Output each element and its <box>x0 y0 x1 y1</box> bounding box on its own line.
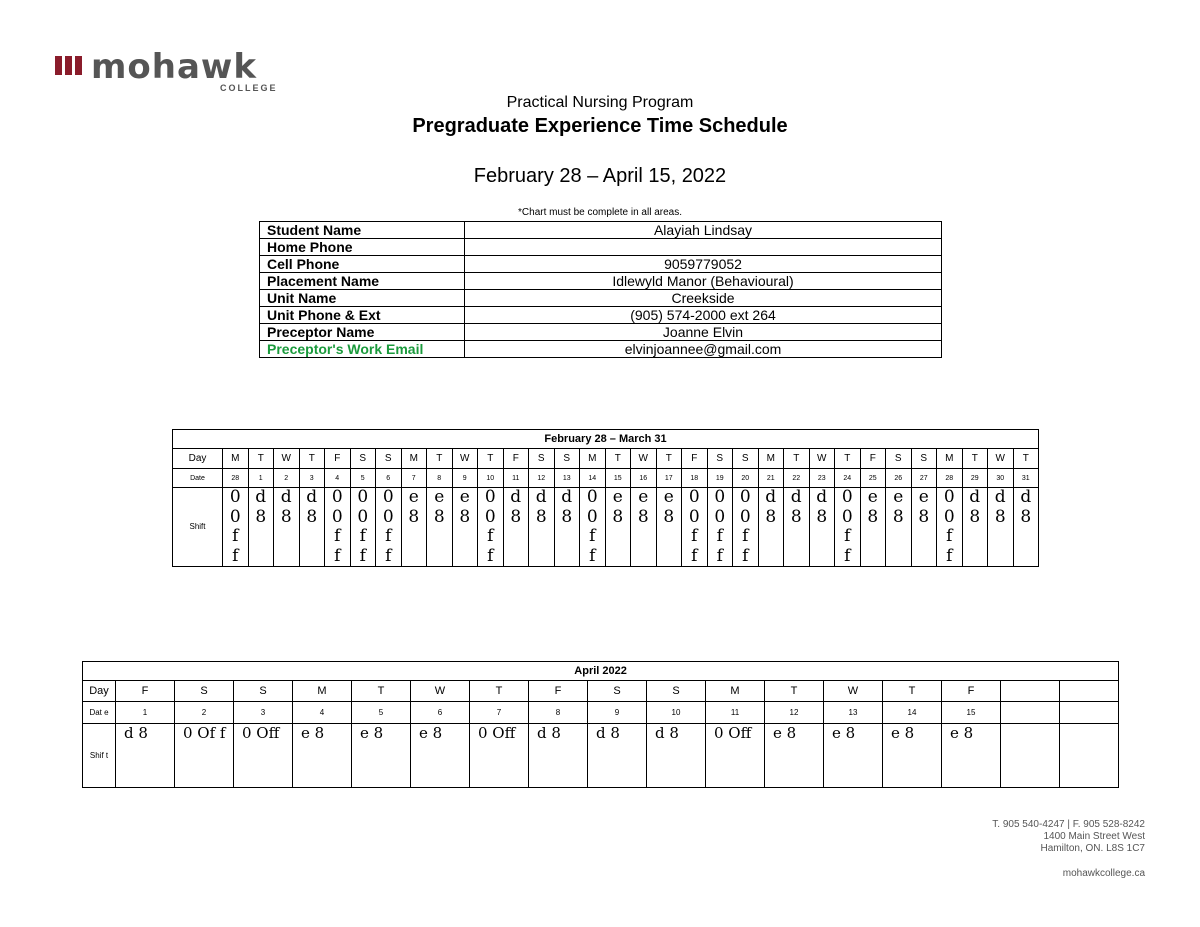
shift-cell: e 8 <box>765 724 824 788</box>
date-row-label: Dat e <box>83 702 116 724</box>
shift-cell: e 8 <box>352 724 411 788</box>
shift-cell: 0 Off <box>470 724 529 788</box>
shift-row-label: Shift <box>173 488 223 567</box>
shift-cell: e 8 <box>411 724 470 788</box>
shift-cell: d 8 <box>784 488 810 567</box>
street-address: 1400 Main Street West <box>1043 831 1145 842</box>
day-cell: F <box>682 449 708 469</box>
day-cell: T <box>605 449 631 469</box>
date-cell: 7 <box>401 469 427 488</box>
shift-cell: e 8 <box>605 488 631 567</box>
day-cell: S <box>886 449 912 469</box>
shift-cell: d 8 <box>529 488 555 567</box>
shift-cell: e 8 <box>427 488 453 567</box>
shift-cell <box>1001 724 1060 788</box>
shift-cell: 0 0 f f <box>937 488 963 567</box>
date-cell <box>1060 702 1119 724</box>
shift-cell: e 8 <box>883 724 942 788</box>
schedule-feb-mar <box>172 429 1039 567</box>
date-cell: 12 <box>529 469 555 488</box>
date-cell: 22 <box>784 469 810 488</box>
day-cell: F <box>860 449 886 469</box>
shift-cell: 0 0 f f <box>733 488 759 567</box>
date-cell: 24 <box>835 469 861 488</box>
shift-cell: 0 Off <box>706 724 765 788</box>
info-value: Alayiah Lindsay <box>465 222 942 239</box>
shift-cell: d 8 <box>299 488 325 567</box>
shift-cell: 0 0 f f <box>350 488 376 567</box>
info-value: (905) 574-2000 ext 264 <box>465 307 942 324</box>
shift-cell: e 8 <box>942 724 1001 788</box>
date-cell: 8 <box>427 469 453 488</box>
day-cell: S <box>588 681 647 702</box>
day-cell: S <box>234 681 293 702</box>
shift-cell: 0 0 f f <box>580 488 606 567</box>
day-cell: T <box>470 681 529 702</box>
shift-cell: e 8 <box>824 724 883 788</box>
shift-cell: d 8 <box>758 488 784 567</box>
day-cell: T <box>883 681 942 702</box>
date-cell: 9 <box>588 702 647 724</box>
day-cell: M <box>758 449 784 469</box>
info-row <box>260 341 942 358</box>
day-row-label: Day <box>173 449 223 469</box>
day-cell: M <box>580 449 606 469</box>
day-cell: S <box>911 449 937 469</box>
shift-cell: 0 0 f f <box>478 488 504 567</box>
date-cell: 2 <box>175 702 234 724</box>
shift-cell: e 8 <box>911 488 937 567</box>
date-cell: 13 <box>824 702 883 724</box>
date-cell: 29 <box>962 469 988 488</box>
date-cell: 5 <box>350 469 376 488</box>
info-row <box>260 307 942 324</box>
shift-cell: 0 Of f <box>175 724 234 788</box>
day-cell: W <box>631 449 657 469</box>
shift-cell: d 8 <box>503 488 529 567</box>
info-row <box>260 239 942 256</box>
day-cell: S <box>529 449 555 469</box>
info-label: Unit Phone & Ext <box>260 307 465 324</box>
phone-fax: T. 905 540-4247 | F. 905 528-8242 <box>992 819 1145 830</box>
shift-cell: d 8 <box>588 724 647 788</box>
date-cell: 3 <box>299 469 325 488</box>
shift-cell: d 8 <box>962 488 988 567</box>
day-cell: M <box>223 449 249 469</box>
date-cell: 23 <box>809 469 835 488</box>
day-cell: T <box>299 449 325 469</box>
shift-cell: d 8 <box>647 724 706 788</box>
schedule-caption: February 28 – March 31 <box>173 430 1039 449</box>
day-cell: S <box>554 449 580 469</box>
shift-cell: d 8 <box>274 488 300 567</box>
date-cell: 28 <box>223 469 249 488</box>
shift-cell: 0 0 f f <box>376 488 402 567</box>
date-cell: 14 <box>883 702 942 724</box>
date-cell: 31 <box>1013 469 1039 488</box>
shift-cell: 0 0 f f <box>835 488 861 567</box>
info-label: Placement Name <box>260 273 465 290</box>
date-cell: 1 <box>248 469 274 488</box>
mohawk-logo <box>55 47 295 98</box>
date-cell: 4 <box>293 702 352 724</box>
date-cell: 20 <box>733 469 759 488</box>
day-cell: S <box>647 681 706 702</box>
date-cell: 25 <box>860 469 886 488</box>
info-value <box>465 239 942 256</box>
info-row <box>260 324 942 341</box>
day-cell: T <box>784 449 810 469</box>
date-cell: 17 <box>656 469 682 488</box>
date-cell: 28 <box>937 469 963 488</box>
day-cell: S <box>733 449 759 469</box>
info-label: Student Name <box>260 222 465 239</box>
date-row-label: Date <box>173 469 223 488</box>
shift-cell: 0 0 f f <box>325 488 351 567</box>
date-cell <box>1001 702 1060 724</box>
college-address <box>992 819 1145 880</box>
day-cell: W <box>274 449 300 469</box>
day-cell: T <box>656 449 682 469</box>
day-cell: F <box>942 681 1001 702</box>
day-cell: T <box>427 449 453 469</box>
date-cell: 13 <box>554 469 580 488</box>
shift-cell: e 8 <box>656 488 682 567</box>
day-cell: F <box>529 681 588 702</box>
shift-cell: d 8 <box>988 488 1014 567</box>
day-cell: T <box>1013 449 1039 469</box>
day-cell: F <box>116 681 175 702</box>
date-cell: 10 <box>647 702 706 724</box>
schedule-april <box>82 661 1119 788</box>
date-cell: 16 <box>631 469 657 488</box>
info-row <box>260 290 942 307</box>
date-cell: 11 <box>503 469 529 488</box>
info-row <box>260 256 942 273</box>
date-cell: 15 <box>942 702 1001 724</box>
date-cell: 6 <box>411 702 470 724</box>
shift-cell: d 8 <box>809 488 835 567</box>
date-cell: 4 <box>325 469 351 488</box>
date-cell: 18 <box>682 469 708 488</box>
day-cell: M <box>706 681 765 702</box>
info-label: Unit Name <box>260 290 465 307</box>
date-range: February 28 – April 15, 2022 <box>473 165 727 187</box>
day-cell <box>1001 681 1060 702</box>
info-value: 9059779052 <box>465 256 942 273</box>
shift-cell: 0 Off <box>234 724 293 788</box>
day-cell: T <box>248 449 274 469</box>
info-label: Cell Phone <box>260 256 465 273</box>
day-cell: W <box>452 449 478 469</box>
shift-cell: d 8 <box>116 724 175 788</box>
shift-cell: 0 0 f f <box>707 488 733 567</box>
day-cell: T <box>962 449 988 469</box>
date-cell: 5 <box>352 702 411 724</box>
date-cell: 15 <box>605 469 631 488</box>
date-cell: 1 <box>116 702 175 724</box>
date-cell: 26 <box>886 469 912 488</box>
date-cell: 3 <box>234 702 293 724</box>
day-cell: F <box>503 449 529 469</box>
day-cell: M <box>937 449 963 469</box>
date-cell: 10 <box>478 469 504 488</box>
shift-cell <box>1060 724 1119 788</box>
day-cell: S <box>376 449 402 469</box>
day-cell: W <box>809 449 835 469</box>
page-title: Pregraduate Experience Time Schedule <box>412 115 788 137</box>
shift-cell: 0 0 f f <box>223 488 249 567</box>
date-cell: 27 <box>911 469 937 488</box>
info-row <box>260 222 942 239</box>
logo-subtitle: COLLEGE <box>220 83 278 93</box>
date-cell: 6 <box>376 469 402 488</box>
day-cell: W <box>411 681 470 702</box>
info-row <box>260 273 942 290</box>
day-cell: T <box>478 449 504 469</box>
day-cell: S <box>707 449 733 469</box>
student-info-table <box>259 221 942 358</box>
logo-wordmark: mohawk <box>91 47 257 87</box>
shift-row-label: Shif t <box>83 724 116 788</box>
info-value: Idlewyld Manor (Behavioural) <box>465 273 942 290</box>
info-value: elvinjoannee@gmail.com <box>465 341 942 358</box>
date-cell: 11 <box>706 702 765 724</box>
date-cell: 7 <box>470 702 529 724</box>
date-cell: 19 <box>707 469 733 488</box>
website: mohawkcollege.ca <box>1062 868 1145 879</box>
day-cell: T <box>765 681 824 702</box>
shift-cell: d 8 <box>554 488 580 567</box>
shift-cell: e 8 <box>886 488 912 567</box>
date-cell: 12 <box>765 702 824 724</box>
date-cell: 9 <box>452 469 478 488</box>
date-cell: 21 <box>758 469 784 488</box>
day-cell: M <box>293 681 352 702</box>
shift-cell: d 8 <box>1013 488 1039 567</box>
info-value: Joanne Elvin <box>465 324 942 341</box>
day-cell: S <box>175 681 234 702</box>
day-cell: S <box>350 449 376 469</box>
shift-cell: d 8 <box>248 488 274 567</box>
day-cell: W <box>824 681 883 702</box>
shift-cell: e 8 <box>293 724 352 788</box>
info-value: Creekside <box>465 290 942 307</box>
shift-cell: e 8 <box>631 488 657 567</box>
date-cell: 30 <box>988 469 1014 488</box>
date-cell: 14 <box>580 469 606 488</box>
info-label: Preceptor Name <box>260 324 465 341</box>
day-cell <box>1060 681 1119 702</box>
program-name: Practical Nursing Program <box>506 94 694 111</box>
shift-cell: e 8 <box>401 488 427 567</box>
info-label: Home Phone <box>260 239 465 256</box>
shift-cell: e 8 <box>452 488 478 567</box>
day-row-label: Day <box>83 681 116 702</box>
day-cell: F <box>325 449 351 469</box>
day-cell: T <box>352 681 411 702</box>
date-cell: 2 <box>274 469 300 488</box>
shift-cell: d 8 <box>529 724 588 788</box>
day-cell: W <box>988 449 1014 469</box>
city-postal: Hamilton, ON. L8S 1C7 <box>1040 843 1145 854</box>
logo-bars-icon <box>55 56 82 75</box>
info-label: Preceptor's Work Email <box>260 341 465 358</box>
shift-cell: 0 0 f f <box>682 488 708 567</box>
shift-cell: e 8 <box>860 488 886 567</box>
day-cell: M <box>401 449 427 469</box>
schedule-caption: April 2022 <box>83 662 1119 681</box>
date-cell: 8 <box>529 702 588 724</box>
day-cell: T <box>835 449 861 469</box>
chart-note: *Chart must be complete in all areas. <box>518 207 682 218</box>
